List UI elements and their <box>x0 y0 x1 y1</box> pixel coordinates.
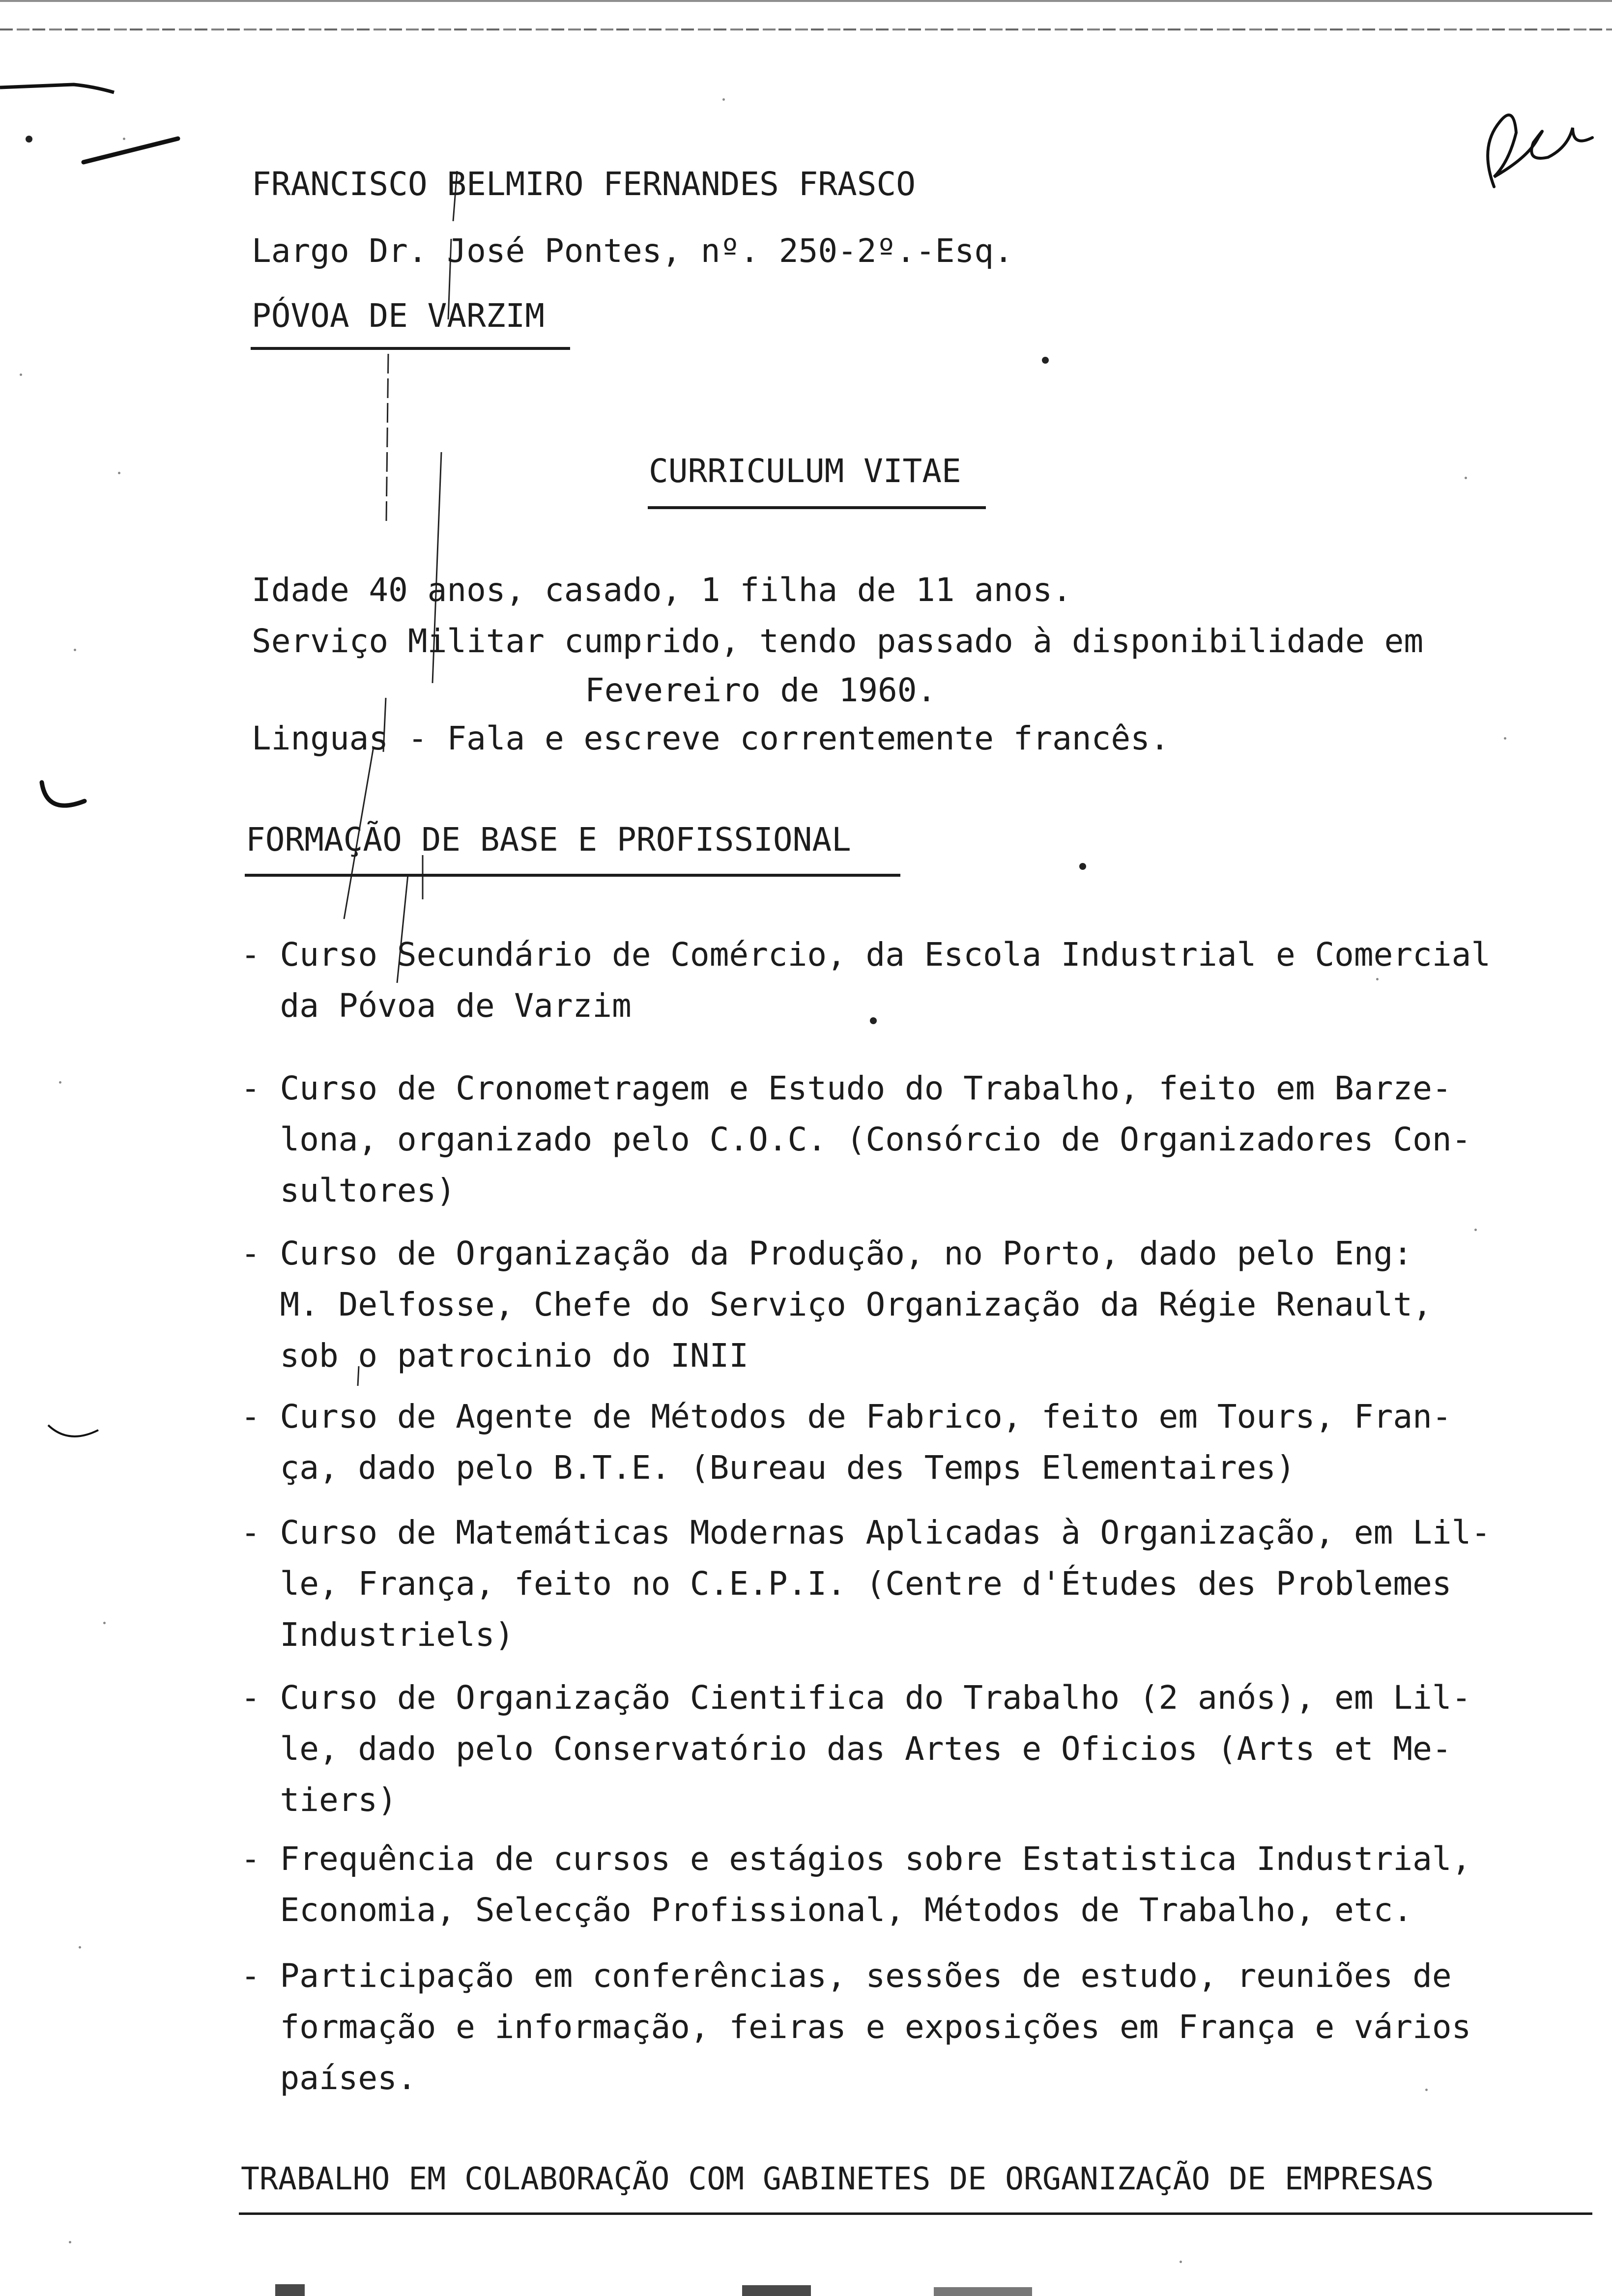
personal-military-2: Fevereiro de 1960. <box>585 671 937 709</box>
training-item-first-line: - Curso de Organização da Produção, no Porto, dado pelo Eng: <box>241 1234 1413 1272</box>
training-item-continuation-line: países. <box>241 2059 417 2097</box>
ink-dot <box>1042 357 1049 364</box>
margin-slash <box>84 139 178 162</box>
training-item-continuation-line: lona, organizado pelo C.O.C. (Consórcio de Organizadores Con- <box>241 1120 1471 1158</box>
training-item-first-line: - Curso de Cronometragem e Estudo do Trabalho, feito em Barze- <box>241 1069 1452 1107</box>
handwritten-fer-drawing <box>1488 115 1592 187</box>
training-item-first-line: - Curso Secundário de Comércio, da Escola Industrial e Comercial <box>241 936 1491 974</box>
ink-dot <box>26 136 32 143</box>
training-item-continuation-line: M. Delfosse, Chefe do Serviço Organização da Régie Renault, <box>241 1286 1432 1323</box>
margin-curve-2 <box>48 1425 98 1436</box>
ink-dot <box>870 1017 877 1024</box>
training-item-continuation-line: tiers) <box>241 1781 397 1819</box>
city-underline <box>251 347 570 350</box>
cut-off-line-fragment <box>934 2287 1032 2296</box>
training-item-continuation-line: Industriels) <box>241 1616 515 1654</box>
ink-dot <box>1079 863 1086 870</box>
sender-city: PÓVOA DE VARZIM <box>252 297 545 335</box>
title-underline <box>648 506 986 509</box>
section-heading-collaboration: TRABALHO EM COLABORAÇÃO COM GABINETES DE ORGANIZAÇÃO DE EMPRESAS <box>241 2161 1434 2197</box>
personal-languages: Linguas - Fala e escreve correntemente francês. <box>252 719 1170 757</box>
training-item-first-line: - Frequência de cursos e estágios sobre Estatistica Industrial, <box>241 1840 1471 1878</box>
section-heading-training-underline <box>245 874 900 877</box>
training-item-continuation-line: ça, dado pelo B.T.E. (Bureau des Temps Elementaires) <box>241 1449 1295 1487</box>
training-item-continuation-line: formação e informação, feiras e exposições em França e vários <box>241 2008 1471 2046</box>
training-item-continuation-line: le, França, feito no C.E.P.I. (Centre d'Études des Problemes <box>241 1565 1452 1603</box>
cut-off-line-fragment <box>275 2284 305 2296</box>
training-item-continuation-line: sob o patrocinio do INII <box>241 1337 749 1375</box>
personal-military-1: Serviço Militar cumprido, tendo passado à disponibilidade em <box>252 622 1424 660</box>
margin-curve-1 <box>42 782 85 805</box>
training-item-first-line: - Curso de Organização Cientifica do Trabalho (2 anós), em Lil- <box>241 1679 1471 1717</box>
sender-address: Largo Dr. José Pontes, nº. 250-2º.-Esq. <box>252 232 1013 270</box>
section-heading-collaboration-underline <box>239 2212 1592 2215</box>
training-item-continuation-line: da Póvoa de Varzim <box>241 987 632 1025</box>
document-title: CURRICULUM VITAE <box>649 452 961 490</box>
training-item-continuation-line: Economia, Selecção Profissional, Métodos de Trabalho, etc. <box>241 1891 1413 1929</box>
margin-stroke-top <box>0 85 114 92</box>
section-heading-training: FORMAÇÃO DE BASE E PROFISSIONAL <box>246 821 851 859</box>
training-item-first-line: - Curso de Matemáticas Modernas Aplicadas à Organização, em Lil- <box>241 1514 1491 1551</box>
personal-age: Idade 40 anos, casado, 1 filha de 11 anos. <box>252 571 1072 609</box>
cut-off-line-fragment <box>742 2285 811 2296</box>
training-item-continuation-line: sultores) <box>241 1172 456 1209</box>
training-item-continuation-line: le, dado pelo Conservatório das Artes e Oficios (Arts et Me- <box>241 1730 1452 1768</box>
training-item-first-line: - Participação em conferências, sessões de estudo, reuniões de <box>241 1957 1452 1995</box>
training-item-first-line: - Curso de Agente de Métodos de Fabrico, feito em Tours, Fran- <box>241 1398 1452 1435</box>
sender-name: FRANCISCO BELMIRO FERNANDES FRASCO <box>252 165 916 203</box>
